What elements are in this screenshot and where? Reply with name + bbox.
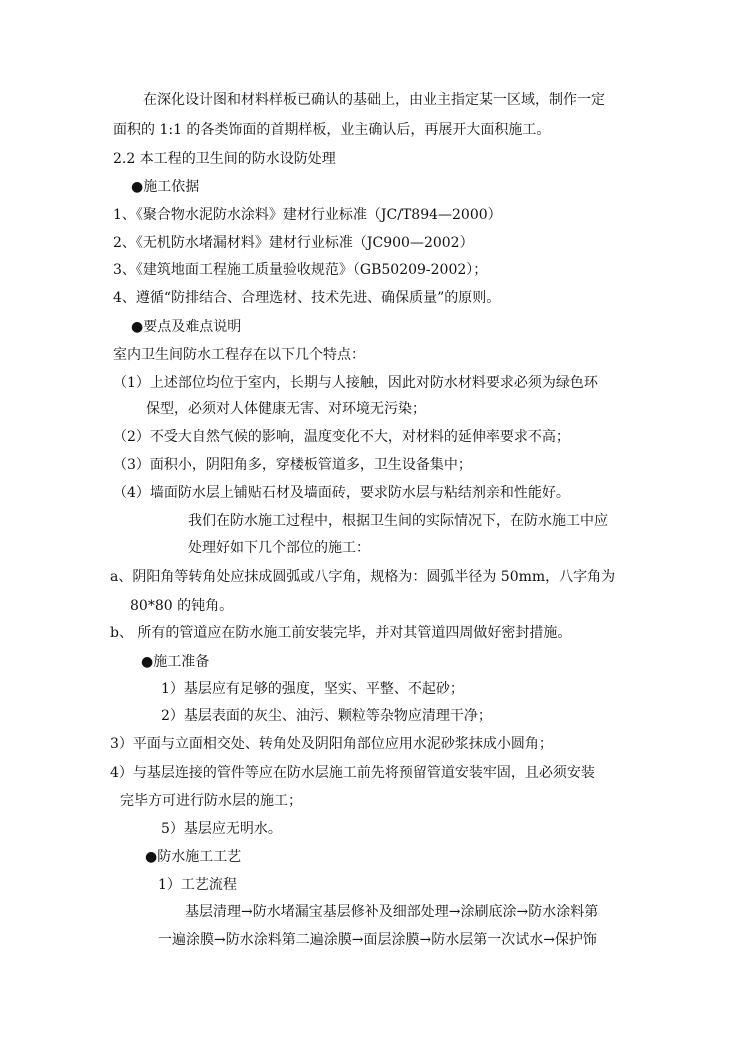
text-line: （4）墙面防水层上铺贴石材及墙面砖，要求防水层与粘结剂亲和性能好。 — [113, 485, 570, 501]
text-line: 1、《聚合物水泥防水涂料》建材行业标准（JC/T894—2000） — [113, 207, 502, 223]
bullet-heading: ●施工依据 — [131, 179, 200, 195]
text-line: 在深化设计图和材料样板已确认的基础上，由业主指定某一区域，制作一定 — [143, 92, 605, 108]
text-line: 完毕方可进行防水层的施工； — [120, 793, 302, 809]
bullet-heading: ●施工准备 — [141, 654, 210, 670]
text-line: 一遍涂膜→防水涂料第二遍涂膜→面层涂膜→防水层第一次试水→保护饰 — [158, 932, 597, 948]
text-line: （1）上述部位均位于室内，长期与人接触，因此对防水材料要求必须为绿色环 — [113, 375, 598, 391]
text-line: 3）平面与立面相交处、转角处及阴阳角部位应用水泥砂浆抹成小圆角； — [110, 736, 553, 752]
text-line: 处理好如下几个部位的施工： — [188, 540, 370, 556]
text-line: 基层清理→防水堵漏宝基层修补及细部处理→涂刷底涂→防水涂料第 — [185, 904, 599, 920]
text-line: （3）面积小，阴阳角多，穿楼板管道多，卫生设备集中； — [113, 457, 472, 473]
text-line: 室内卫生间防水工程存在以下几个特点： — [113, 347, 365, 363]
text-line: 1）基层应有足够的强度，坚实、平整、不起砂； — [161, 681, 464, 697]
text-line: 保型，必须对人体健康无害、对环境无污染； — [146, 401, 426, 417]
text-line: 3、《建筑地面工程施工质量验收规范》（GB50209-2002）； — [113, 262, 488, 278]
text-line: 我们在防水施工过程中，根据卫生间的实际情况下，在防水施工中应 — [188, 513, 608, 529]
text-line: 1）工艺流程 — [158, 877, 237, 893]
text-line: （2）不受大自然气候的影响，温度变化不大，对材料的延伸率要求不高； — [113, 429, 570, 445]
text-line: 4、遵循“防排结合、合理选材、技术先进、确保质量”的原则。 — [113, 290, 501, 306]
text-line: a、阴阳角等转角处应抹成圆弧或八字角，规格为：圆弧半径为 50mm，八字角为 — [110, 569, 616, 585]
bullet-heading: ●防水施工工艺 — [145, 849, 242, 865]
text-line: 4）与基层连接的管件等应在防水层施工前先将预留管道安装牢固，且必须安装 — [110, 765, 595, 781]
text-line: b、 所有的管道应在防水施工前安装完毕，并对其管道四周做好密封措施。 — [110, 625, 572, 641]
text-line: 80*80 的钝角。 — [130, 598, 234, 614]
text-line: 2、《无机防水堵漏材料》建材行业标准（JC900—2002） — [113, 235, 474, 251]
text-line: 5）基层应无明水。 — [161, 821, 282, 837]
bullet-heading: ●要点及难点说明 — [131, 319, 242, 335]
text-line: 2）基层表面的灰尘、油污、颗粒等杂物应清理干净； — [161, 708, 492, 724]
section-heading: 2.2 本工程的卫生间的防水设防处理 — [113, 151, 336, 167]
text-line: 面积的 1:1 的各类饰面的首期样板，业主确认后，再展开大面积施工。 — [113, 122, 551, 138]
